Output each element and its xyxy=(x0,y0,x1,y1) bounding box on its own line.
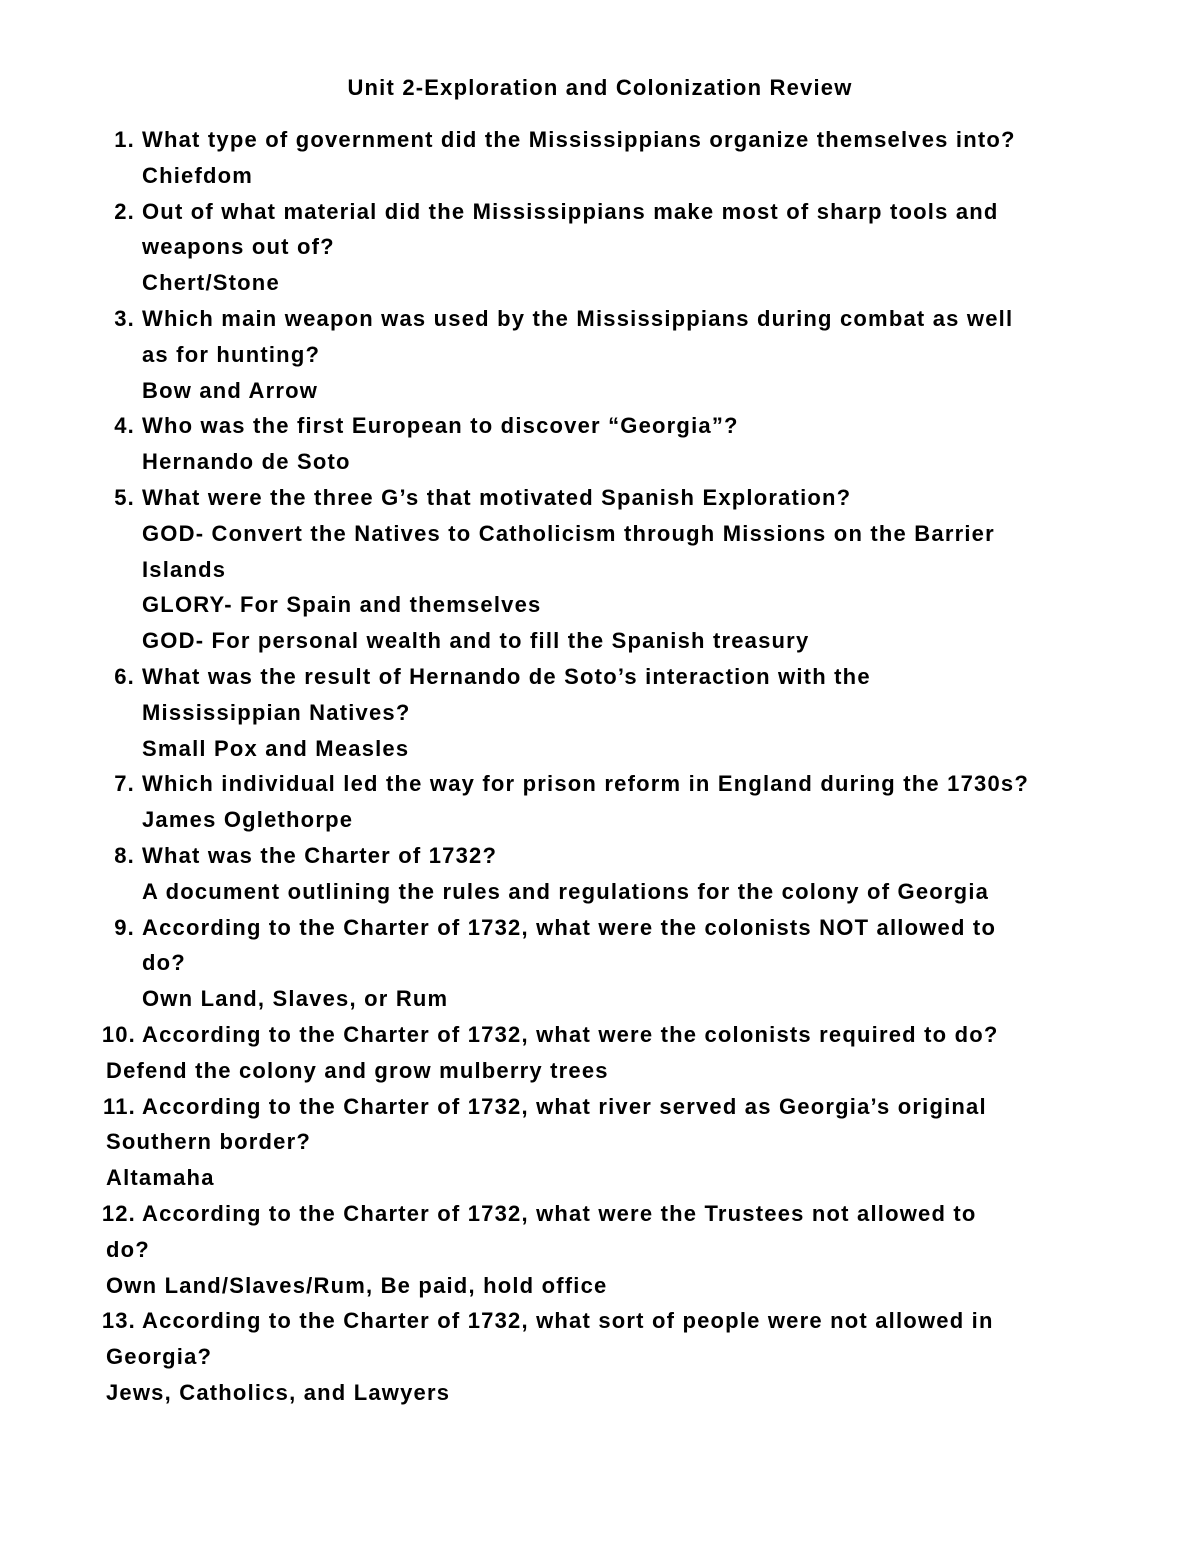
answer-text: GOD- Convert the Natives to Catholicism through Missions on the Barrier xyxy=(142,520,995,546)
answer-text: Own Land, Slaves, or Rum xyxy=(142,986,449,1012)
item-number: 12. xyxy=(101,1200,136,1226)
answer-text: A document outlining the rules and regulations for the colony of Georgia xyxy=(142,878,990,904)
item-number: 10. xyxy=(101,1021,136,1047)
question-text: Southern border? xyxy=(106,1129,311,1155)
list-item xyxy=(70,659,1150,766)
question-text: weapons out of? xyxy=(142,234,335,260)
question-text: do? xyxy=(106,1236,150,1262)
item-number: 8. xyxy=(114,842,135,868)
list-item xyxy=(70,1089,1150,1196)
question-text: Which individual led the way for prison reform in England during the 1730s? xyxy=(142,771,1029,797)
item-number: 3. xyxy=(114,305,135,331)
answer-text: Jews, Catholics, and Lawyers xyxy=(106,1379,451,1405)
answer-text: Altamaha xyxy=(106,1165,215,1191)
question-text: What type of government did the Mississippians organize themselves into? xyxy=(142,127,1016,152)
question-text: What was the Charter of 1732? xyxy=(142,842,498,868)
item-body xyxy=(70,480,1150,659)
list-item xyxy=(70,910,1150,1017)
item-number: 11. xyxy=(103,1093,136,1119)
question-text: as for hunting? xyxy=(142,341,321,367)
answer-text: Islands xyxy=(142,556,227,582)
item-body xyxy=(70,194,1150,301)
question-text: According to the Charter of 1732, what were the colonists NOT allowed to xyxy=(142,914,997,940)
list-item xyxy=(70,408,1150,480)
list-item xyxy=(70,122,1150,194)
question-text: According to the Charter of 1732, what river served as Georgia’s original xyxy=(142,1093,987,1119)
list-item xyxy=(70,194,1150,301)
item-body xyxy=(70,122,1150,194)
item-number: 1. xyxy=(114,127,135,152)
question-text: Georgia? xyxy=(106,1344,213,1370)
question-text: What was the result of Hernando de Soto’s interaction with the xyxy=(142,663,871,689)
answer-text: Hernando de Soto xyxy=(142,449,351,475)
item-body xyxy=(70,838,1150,910)
item-body xyxy=(70,766,1150,838)
item-body xyxy=(70,408,1150,480)
question-text: do? xyxy=(142,950,186,976)
question-text: According to the Charter of 1732, what were the colonists required to do? xyxy=(142,1021,999,1047)
item-number: 7. xyxy=(114,771,135,797)
answer-text: James Oglethorpe xyxy=(142,807,354,833)
item-number: 2. xyxy=(114,198,135,224)
item-body xyxy=(70,659,1150,766)
item-number: 13. xyxy=(101,1308,136,1334)
answer-text: GOD- For personal wealth and to fill the Spanish treasury xyxy=(142,628,810,654)
question-text: According to the Charter of 1732, what sort of people were not allowed in xyxy=(142,1308,994,1334)
list-item xyxy=(70,1196,1150,1303)
list-item xyxy=(70,1017,1150,1089)
question-text: Which main weapon was used by the Mississippians during combat as well xyxy=(142,305,1014,331)
item-body xyxy=(70,301,1150,408)
answer-text: Chert/Stone xyxy=(142,270,280,296)
question-list xyxy=(70,122,1150,1411)
question-text: What were the three G’s that motivated Spanish Exploration? xyxy=(142,484,852,510)
item-number: 4. xyxy=(114,413,135,439)
list-item xyxy=(70,480,1150,659)
list-item xyxy=(70,838,1150,910)
item-body xyxy=(70,910,1150,1017)
list-item xyxy=(70,301,1150,408)
answer-text: Own Land/Slaves/Rum, Be paid, hold office xyxy=(106,1272,608,1298)
answer-text: Bow and Arrow xyxy=(142,377,319,403)
question-text: According to the Charter of 1732, what were the Trustees not allowed to xyxy=(142,1200,977,1226)
item-number: 9. xyxy=(114,914,135,940)
answer-text: Defend the colony and grow mulberry trees xyxy=(106,1057,609,1083)
question-text: Who was the first European to discover “Georgia”? xyxy=(142,413,739,439)
item-number: 5. xyxy=(114,484,135,510)
answer-text: Small Pox and Measles xyxy=(142,735,410,761)
answer-text: GLORY- For Spain and themselves xyxy=(142,592,542,618)
list-item xyxy=(70,766,1150,838)
answer-text: Chiefdom xyxy=(142,162,254,188)
page-title: Unit 2-Exploration and Colonization Review xyxy=(347,75,853,100)
list-item xyxy=(70,1303,1150,1410)
question-text: Out of what material did the Mississippians make most of sharp tools and xyxy=(142,198,999,224)
question-text: Mississippian Natives? xyxy=(142,699,411,725)
item-number: 6. xyxy=(114,663,135,689)
